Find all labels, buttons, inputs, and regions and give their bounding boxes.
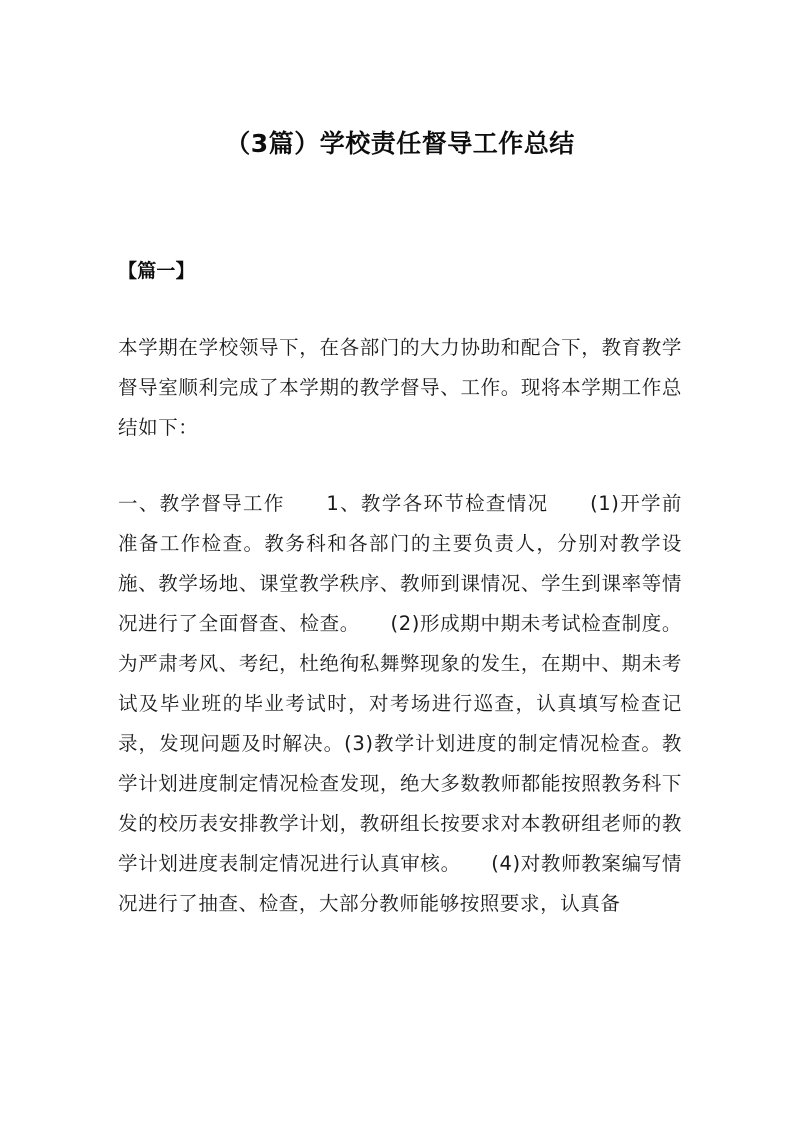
body-paragraph-section-one: 一、教学督导工作 1、教学各环节检查情况 (1)开学前准备工作检查。教务科和各部门的主要负责人，分别对教学设施、教学场地、课堂教学秩序、教师到课情况、学生到课率等情况进行了全面督查、检查。 (2)形成期中期未考试检查制度。为严肃考风、考纪，杜绝徇私舞弊现象的发生，在期中、期未考试及毕业班的毕业考试时，对考场进行巡查，认真填写检查记录，发现问题及时解决。(3)教学计划进度的制定情况检查。教学计划进度制定情况检查发现，绝大多数教师都能按照教务科下发的校历表安排教学计划，教研组长按要求对本教研组老师的教学计划进度表制定情况进行认真审核。 (4)对教师教案编写情况进行了抽查、检查，大部分教师能够按照要求，认真备 <box>118 492 682 915</box>
section-heading-part-one: 【篇一】 <box>118 260 195 282</box>
document-content <box>118 0 682 924</box>
document-title: （3篇）学校责任督导工作总结 <box>225 129 575 158</box>
body-paragraph-intro: 本学期在学校领导下，在各部门的大力协助和配合下，教育教学督导室顺利完成了本学期的教学督导、工作。现将本学期工作总结如下： <box>118 336 682 439</box>
